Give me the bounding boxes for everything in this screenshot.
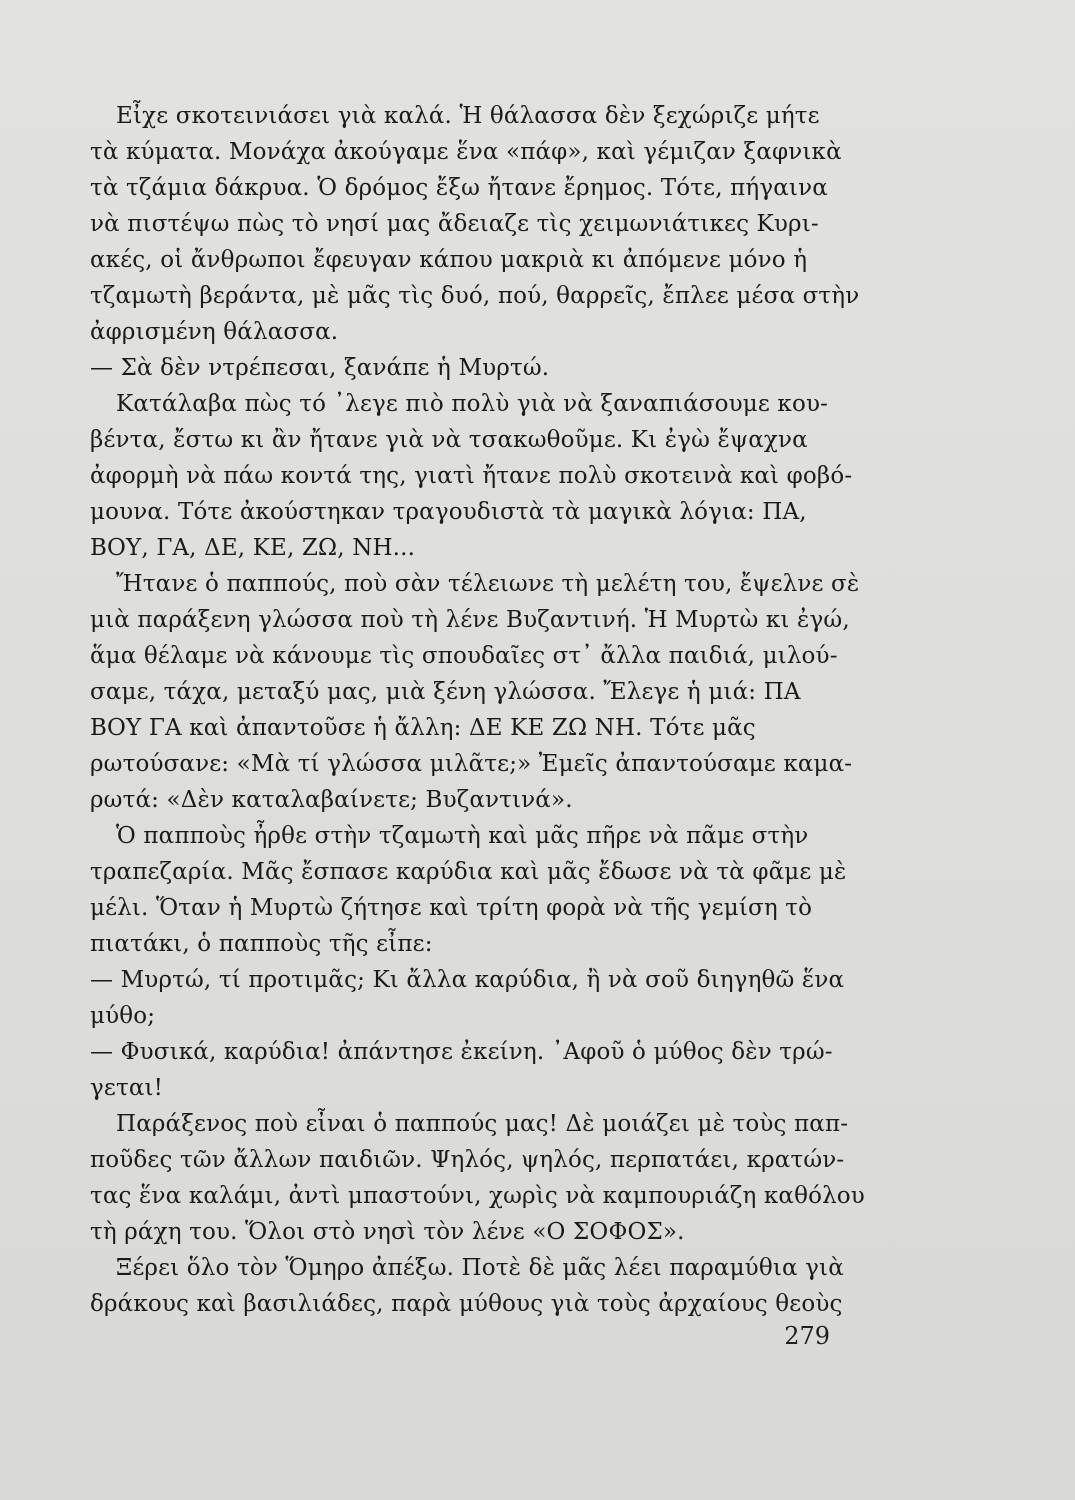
- text-line: Ξέρει ὅλο τὸν Ὅμηρο ἀπέξω. Ποτὲ δὲ μᾶς λέει παραμύθια γιὰ: [116, 1255, 844, 1281]
- dialogue-line: — Μυρτώ, τί προτιμᾶς; Κι ἄλλα καρύδια, ἢ νὰ σοῦ διηγηθῶ ἕνα: [90, 967, 845, 993]
- text-line: Ἤτανε ὁ παππούς, ποὺ σὰν τέλειωνε τὴ μελέτη του, ἔψελνε σὲ: [116, 571, 860, 597]
- text-line: τὰ κύματα. Μονάχα ἀκούγαμε ἕνα «πάφ», καὶ γέμιζαν ξαφνικὰ: [90, 139, 842, 165]
- text-line: Παράξενος ποὺ εἶναι ὁ παππούς μας! Δὲ μοιάζει μὲ τοὺς παπ-: [116, 1111, 849, 1137]
- text-line: ακές, οἱ ἄνθρωποι ἔφευγαν κάπου μακριὰ κι ἀπόμενε μόνο ἡ: [90, 247, 808, 273]
- text-line: βέντα, ἔστω κι ἂν ἤτανε γιὰ νὰ τσακωθοῦμε. Κι ἐγὼ ἔψαχνα: [90, 427, 808, 453]
- text-line: Κατάλαβα πὼς τό ᾽λεγε πιὸ πολὺ γιὰ νὰ ξαναπιάσουμε κου-: [116, 391, 828, 417]
- text-line: μουνα. Τότε ἀκούστηκαν τραγουδιστὰ τὰ μαγικὰ λόγια: ΠΑ,: [90, 499, 807, 525]
- text-line: ρωτά: «Δὲν καταλαβαίνετε; Βυζαντινά».: [90, 787, 573, 813]
- text-line: πιατάκι, ὁ παπποὺς τῆς εἶπε:: [90, 931, 433, 957]
- text-line: δράκους καὶ βασιλιάδες, παρὰ μύθους γιὰ τοὺς ἀρχαίους θεοὺς: [90, 1291, 843, 1317]
- dialogue-line: — Σὰ δὲν ντρέπεσαι, ξανάπε ἡ Μυρτώ.: [90, 355, 550, 381]
- page-number: 279: [784, 1322, 830, 1350]
- text-line: ἀφρισμένη θάλασσα.: [90, 319, 339, 345]
- text-line: μιὰ παράξενη γλώσσα ποὺ τὴ λένε Βυζαντινή. Ἡ Μυρτὼ κι ἐγώ,: [90, 607, 850, 633]
- text-line: ΒΟΥ ΓΑ καὶ ἀπαντοῦσε ἡ ἄλλη: ΔΕ ΚΕ ΖΩ ΝΗ. Τότε μᾶς: [90, 715, 756, 741]
- text-line: γεται!: [90, 1075, 164, 1101]
- text-line: μύθο;: [90, 1003, 156, 1029]
- text-line: τζαμωτὴ βεράντα, μὲ μᾶς τὶς δυό, πού, θαρρεῖς, ἔπλεε μέσα στὴν: [90, 283, 860, 309]
- text-line: τας ἕνα καλάμι, ἀντὶ μπαστούνι, χωρὶς νὰ καμπουριάζη καθόλου: [90, 1183, 865, 1209]
- text-line: νὰ πιστέψω πὼς τὸ νησί μας ἄδειαζε τὶς χειμωνιάτικες Κυρι-: [90, 211, 819, 237]
- text-line: τραπεζαρία. Μᾶς ἔσπασε καρύδια καὶ μᾶς ἔδωσε νὰ τὰ φᾶμε μὲ: [90, 859, 847, 885]
- text-line: τὰ τζάμια δάκρυα. Ὁ δρόμος ἔξω ἤτανε ἔρημος. Τότε, πήγαινα: [90, 175, 828, 201]
- text-line: μέλι. Ὅταν ἡ Μυρτὼ ζήτησε καὶ τρίτη φορὰ νὰ τῆς γεμίση τὸ: [90, 895, 813, 921]
- text-line: ποῦδες τῶν ἄλλων παιδιῶν. Ψηλός, ψηλός, περπατάει, κρατών-: [90, 1147, 845, 1173]
- text-line: τὴ ράχη του. Ὅλοι στὸ νησὶ τὸν λένε «Ο ΣΟΦΟΣ».: [90, 1219, 685, 1245]
- text-line: Εἶχε σκοτεινιάσει γιὰ καλά. Ἡ θάλασσα δὲν ξεχώριζε μήτε: [116, 103, 820, 129]
- dialogue-line: — Φυσικά, καρύδια! ἀπάντησε ἐκείνη. ᾽Αφοῦ ὁ μύθος δὲν τρώ-: [90, 1039, 833, 1065]
- text-line: ἀφορμὴ νὰ πάω κοντά της, γιατὶ ἤτανε πολὺ σκοτεινὰ καὶ φοβό-: [90, 463, 853, 489]
- text-line: σαμε, τάχα, μεταξύ μας, μιὰ ξένη γλώσσα. Ἔλεγε ἡ μιά: ΠΑ: [90, 679, 801, 705]
- text-line: ἅμα θέλαμε νὰ κάνουμε τὶς σπουδαῖες στ᾽ ἄλλα παιδιά, μιλού-: [90, 643, 838, 669]
- text-line: ΒΟΥ, ΓΑ, ΔΕ, ΚΕ, ΖΩ, ΝΗ...: [90, 535, 416, 561]
- text-line: ρωτούσανε: «Μὰ τί γλώσσα μιλᾶτε;» Ἐμεῖς ἀπαντούσαμε καμα-: [90, 751, 853, 777]
- text-line: Ὁ παπποὺς ἦρθε στὴν τζαμωτὴ καὶ μᾶς πῆρε νὰ πᾶμε στὴν: [116, 823, 809, 849]
